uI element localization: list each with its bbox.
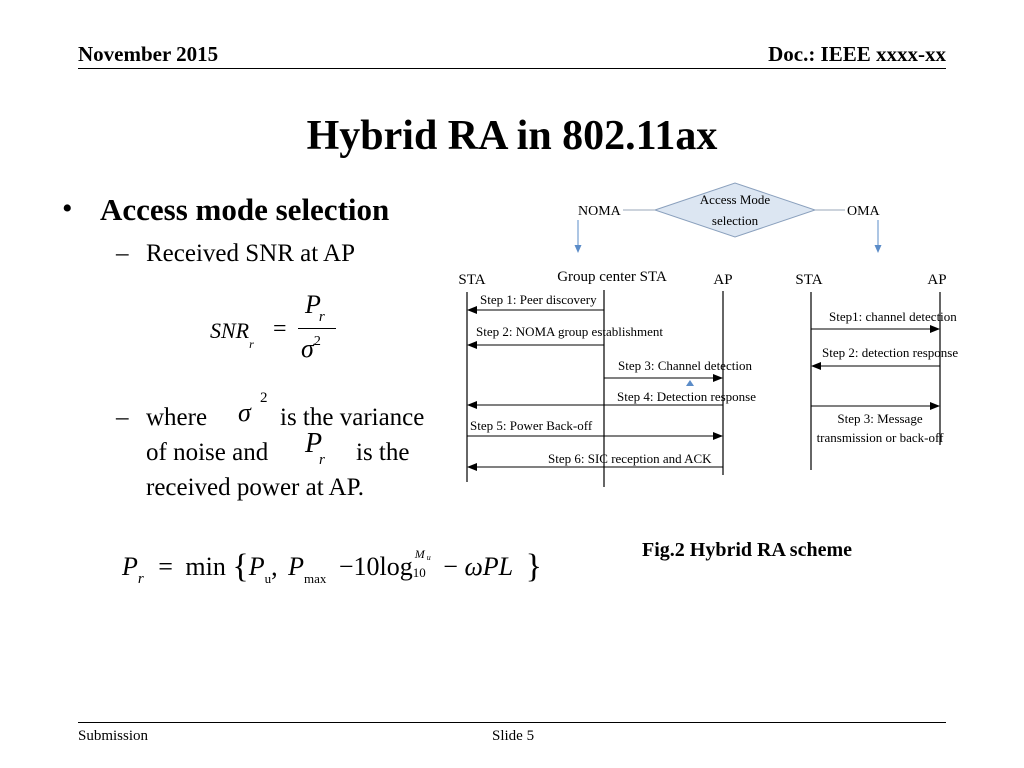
oma-node-sta: STA (795, 272, 823, 288)
where-label: where (146, 404, 208, 431)
formula-lbrace: { (232, 548, 249, 585)
noma-node-ap: AP (713, 272, 733, 288)
where-p-sub: r (319, 452, 325, 468)
formula-pu: P (248, 552, 265, 581)
oma-label: OMA (847, 204, 880, 219)
where-line-3: received power at AP. (146, 474, 364, 501)
formula-rbrace: } (525, 548, 542, 585)
footer-slide-number: Slide 5 (492, 728, 535, 744)
snr-den-sup: 2 (313, 334, 321, 349)
formula-p: P (122, 552, 138, 581)
formula-min: min (185, 552, 226, 581)
footer-submission: Submission (78, 728, 149, 744)
noma-label: NOMA (578, 204, 621, 219)
noma-step-3-label: Step 3: Channel detection (618, 358, 752, 373)
oma-step-3-label-1: Step 3: Message (837, 411, 923, 426)
footer-rule (78, 722, 946, 723)
where-line-2a: of noise and (146, 439, 269, 466)
decision-label-1: Access Mode (699, 192, 771, 207)
oma-step-1-label: Step1: channel detection (829, 309, 957, 324)
snr-num-sub: r (318, 309, 325, 325)
oma-step-2-label: Step 2: detection response (822, 345, 959, 360)
formula-log-sup-u: u (426, 553, 431, 563)
decision-label-2: selection (711, 213, 759, 228)
dash-marker-1: – (116, 240, 129, 267)
noma-step-4-label: Step 4: Detection response (617, 389, 756, 404)
bullet-marker: • (62, 192, 73, 225)
snr-equals: = (273, 316, 287, 342)
noma-step-5-label: Step 5: Power Back-off (470, 418, 593, 433)
bullet-access-mode-selection: Access mode selection (100, 192, 390, 227)
snr-num-p: P (305, 290, 321, 319)
snr-lhs-sub: r (249, 337, 254, 351)
formula-omega: ω (464, 552, 483, 581)
header-date: November 2015 (78, 42, 219, 66)
formula-pmax-sub: max (303, 571, 327, 586)
where-rest-1: is the variance (280, 404, 425, 431)
noma-step-6-label: Step 6: SIC reception and ACK (548, 451, 712, 466)
formula-eq: = (158, 552, 173, 581)
formula-minus: − (443, 552, 458, 581)
formula-log-sup-m: M (414, 547, 425, 562)
noma-cursor-marker (686, 380, 694, 386)
where-sigma: σ (238, 398, 251, 427)
formula-log: log (379, 552, 413, 581)
header-doc-id: Doc.: IEEE xxxx-xx (768, 42, 946, 66)
where-p: P (305, 428, 323, 459)
noma-node-sta: STA (458, 272, 486, 288)
slide-title: Hybrid RA in 802.11ax (306, 113, 718, 159)
noma-step-1-label: Step 1: Peer discovery (480, 292, 597, 307)
snr-lhs: SNR (210, 318, 250, 343)
figure-caption: Fig.2 Hybrid RA scheme (642, 539, 852, 561)
formula-minus10: −10 (338, 552, 380, 581)
sub-bullet-received-snr: Received SNR at AP (146, 240, 356, 267)
formula-pmax: P (288, 552, 304, 581)
formula-pu-sub: u (264, 571, 272, 586)
oma-node-ap: AP (927, 272, 947, 288)
formula-pl: PL (482, 552, 514, 581)
formula-p-sub: r (137, 571, 144, 587)
noma-node-group-center: Group center STA (557, 269, 667, 285)
where-sigma-sup: 2 (260, 390, 268, 406)
oma-step-3-label-2: transmission or back-off (816, 430, 944, 445)
dash-marker-2: – (116, 404, 129, 431)
formula-log-sub: 10 (412, 565, 426, 581)
snr-den-sigma: σ (301, 334, 314, 363)
where-line-2b: is the (356, 439, 410, 466)
formula-comma: , (271, 552, 278, 581)
noma-step-2-label: Step 2: NOMA group establishment (476, 324, 664, 339)
